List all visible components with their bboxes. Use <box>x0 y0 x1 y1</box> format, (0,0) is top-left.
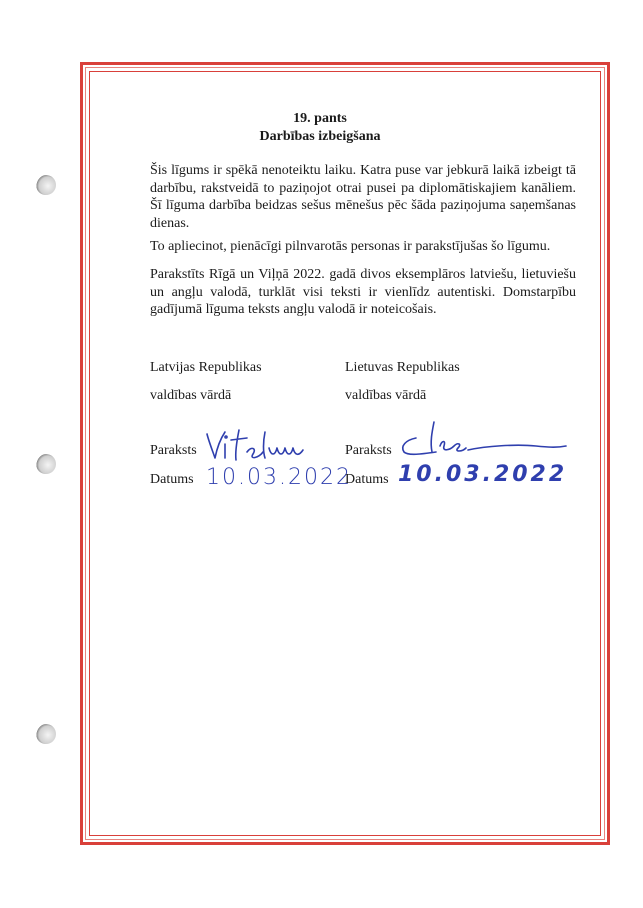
article-number: 19. pants <box>293 111 347 126</box>
paragraph-witness: To apliecinot, pienācīgi pilnvarotās personas ir parakstījušas šo līgumu. <box>150 239 551 254</box>
date-label: Datums <box>150 472 194 487</box>
punch-hole-icon <box>36 454 56 474</box>
signature-label: Paraksts <box>150 443 197 458</box>
signature-lithuania <box>396 418 571 460</box>
punch-hole-icon <box>36 175 56 195</box>
signatory-country: Latvijas Republikas <box>150 360 262 375</box>
signatory-country: Lietuvas Republikas <box>345 360 460 375</box>
handwritten-date: 10.03.2022 <box>398 462 568 487</box>
punch-hole-icon <box>36 724 56 744</box>
handwritten-date: 10.03.2022 <box>206 465 352 490</box>
signature-label: Paraksts <box>345 443 392 458</box>
paragraph-signed: Parakstīts Rīgā un Viļņā 2022. gadā divos eksemplāros latviešu, lietuviešu un angļu valodā, turklāt visi teksti ir vienlīdz autentiski. Domstarpību gadījumā līguma teksts angļu valodā ir noteicošais. <box>150 267 576 317</box>
date-label: Datums <box>345 472 389 487</box>
signatory-behalf: valdības vārdā <box>345 388 427 403</box>
paragraph-termination: Šis līgums ir spēkā nenoteiktu laiku. Katra puse var jebkurā laikā izbeigt tā darbību, rakstveidā to paziņojot otrai pusei pa diplomātiskajiem kanāliem. Šī līguma darbība beidzas sešus mēnešus pēc šāda paziņojuma saņemšanas dienas. <box>150 163 576 231</box>
signature-latvia <box>203 428 313 464</box>
article-title: Darbības izbeigšana <box>259 129 381 144</box>
signatory-behalf: valdības vārdā <box>150 388 232 403</box>
